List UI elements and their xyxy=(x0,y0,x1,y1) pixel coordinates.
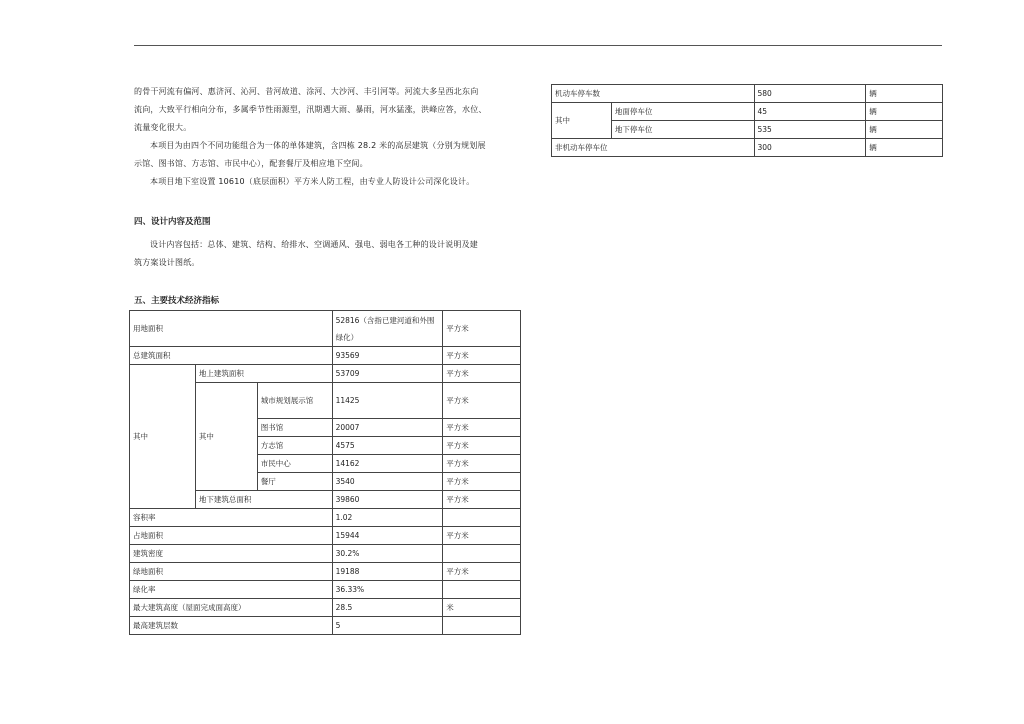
text-line: 本项目为由四个不同功能组合为一体的单体建筑，含四栋 28.2 米的高层建筑（分别为规划展 xyxy=(150,141,486,150)
row-value: 3540 xyxy=(332,473,443,491)
table-row xyxy=(130,581,521,599)
row-label: 绿地面积 xyxy=(130,563,333,581)
paragraph-rivers xyxy=(134,83,522,137)
paragraph-civil-defense xyxy=(134,173,522,191)
row-unit: 辆 xyxy=(866,139,943,157)
row-value: 4575 xyxy=(332,437,443,455)
row-label: 图书馆 xyxy=(257,419,332,437)
row-label: 地下建筑总面积 xyxy=(195,491,332,509)
table-row xyxy=(130,527,521,545)
row-label: 最高建筑层数 xyxy=(130,617,333,635)
row-unit: 平方米 xyxy=(443,455,521,473)
row-unit: 平方米 xyxy=(443,437,521,455)
section-4-heading: 四、设计内容及范围 xyxy=(134,217,211,227)
row-label: 容积率 xyxy=(130,509,333,527)
text-line: 的骨干河流有偏河、惠济河、沁河、昔河故道、涂河、大沙河、丰引河等。河流大多呈西北东向 xyxy=(134,87,479,96)
row-label: 绿化率 xyxy=(130,581,333,599)
table-row xyxy=(130,563,521,581)
row-unit: 辆 xyxy=(866,103,943,121)
group-label: 其中 xyxy=(130,365,196,509)
row-label: 非机动车停车位 xyxy=(552,139,755,157)
row-unit xyxy=(443,545,521,563)
row-unit: 米 xyxy=(443,599,521,617)
row-label: 市民中心 xyxy=(257,455,332,473)
text-line: 设计内容包括：总体、建筑、结构、给排水、空调通风、强电、弱电各工种的设计说明及建 xyxy=(150,240,478,249)
row-value: 20007 xyxy=(332,419,443,437)
table-row xyxy=(552,139,943,157)
text-line: 示馆、图书馆、方志馆、市民中心），配套餐厅及相应地下空间。 xyxy=(134,159,368,168)
row-label: 地面停车位 xyxy=(611,103,754,121)
paragraph-design-scope xyxy=(134,236,522,272)
row-value: 15944 xyxy=(332,527,443,545)
row-value: 30.2% xyxy=(332,545,443,563)
row-unit: 平方米 xyxy=(443,563,521,581)
text-line: 筑方案设计图纸。 xyxy=(134,258,200,267)
row-unit: 平方米 xyxy=(443,527,521,545)
row-value: 28.5 xyxy=(332,599,443,617)
row-label: 方志馆 xyxy=(257,437,332,455)
table-row xyxy=(552,85,943,103)
row-value: 39860 xyxy=(332,491,443,509)
row-value: 36.33% xyxy=(332,581,443,599)
subgroup-label: 其中 xyxy=(195,383,257,491)
row-value: 300 xyxy=(754,139,866,157)
row-value: 19188 xyxy=(332,563,443,581)
tech-economic-indicators-table xyxy=(129,310,521,635)
text-line: 流量变化很大。 xyxy=(134,123,192,132)
row-value: 53709 xyxy=(332,365,443,383)
row-value: 52816（含指已建河道和外围绿化） xyxy=(332,311,443,347)
row-unit: 辆 xyxy=(866,85,943,103)
table-row xyxy=(552,103,943,121)
row-value: 580 xyxy=(754,85,866,103)
table-row xyxy=(130,545,521,563)
row-value: 93569 xyxy=(332,347,443,365)
table-row xyxy=(130,599,521,617)
row-unit: 平方米 xyxy=(443,473,521,491)
row-unit xyxy=(443,581,521,599)
table-row xyxy=(130,509,521,527)
parking-table xyxy=(551,84,943,157)
row-value: 1.02 xyxy=(332,509,443,527)
row-value: 5 xyxy=(332,617,443,635)
row-value: 11425 xyxy=(332,383,443,419)
row-unit xyxy=(443,509,521,527)
text-line: 本项目地下室设置 10610（底层面积）平方米人防工程，由专业人防设计公司深化设计。 xyxy=(150,177,475,186)
row-unit: 平方米 xyxy=(443,347,521,365)
row-unit xyxy=(443,617,521,635)
table-row xyxy=(130,347,521,365)
row-unit: 平方米 xyxy=(443,365,521,383)
row-value: 535 xyxy=(754,121,866,139)
row-label: 建筑密度 xyxy=(130,545,333,563)
row-unit: 辆 xyxy=(866,121,943,139)
row-label: 机动车停车数 xyxy=(552,85,755,103)
row-unit: 平方米 xyxy=(443,419,521,437)
row-unit: 平方米 xyxy=(443,383,521,419)
paragraph-project-description xyxy=(134,137,522,173)
row-label: 占地面积 xyxy=(130,527,333,545)
row-label: 地上建筑面积 xyxy=(195,365,332,383)
group-label: 其中 xyxy=(552,103,612,139)
table-row xyxy=(130,311,521,347)
table-row xyxy=(130,617,521,635)
section-5-heading: 五、主要技术经济指标 xyxy=(134,296,220,306)
row-unit: 平方米 xyxy=(443,311,521,347)
table-row xyxy=(130,365,521,383)
row-label: 地下停车位 xyxy=(611,121,754,139)
row-unit: 平方米 xyxy=(443,491,521,509)
row-value: 14162 xyxy=(332,455,443,473)
row-value: 45 xyxy=(754,103,866,121)
row-label: 城市规划展示馆 xyxy=(257,383,332,419)
row-label: 最大建筑高度（屋面完成面高度） xyxy=(130,599,333,617)
row-label: 餐厅 xyxy=(257,473,332,491)
row-label: 用地面积 xyxy=(130,311,333,347)
text-line: 流向，大致平行相向分布，多属季节性雨源型，汛期遇大雨、暴雨，河水猛涨，洪峰应答，水位、 xyxy=(134,105,487,114)
row-label: 总建筑面积 xyxy=(130,347,333,365)
header-rule xyxy=(134,45,942,46)
